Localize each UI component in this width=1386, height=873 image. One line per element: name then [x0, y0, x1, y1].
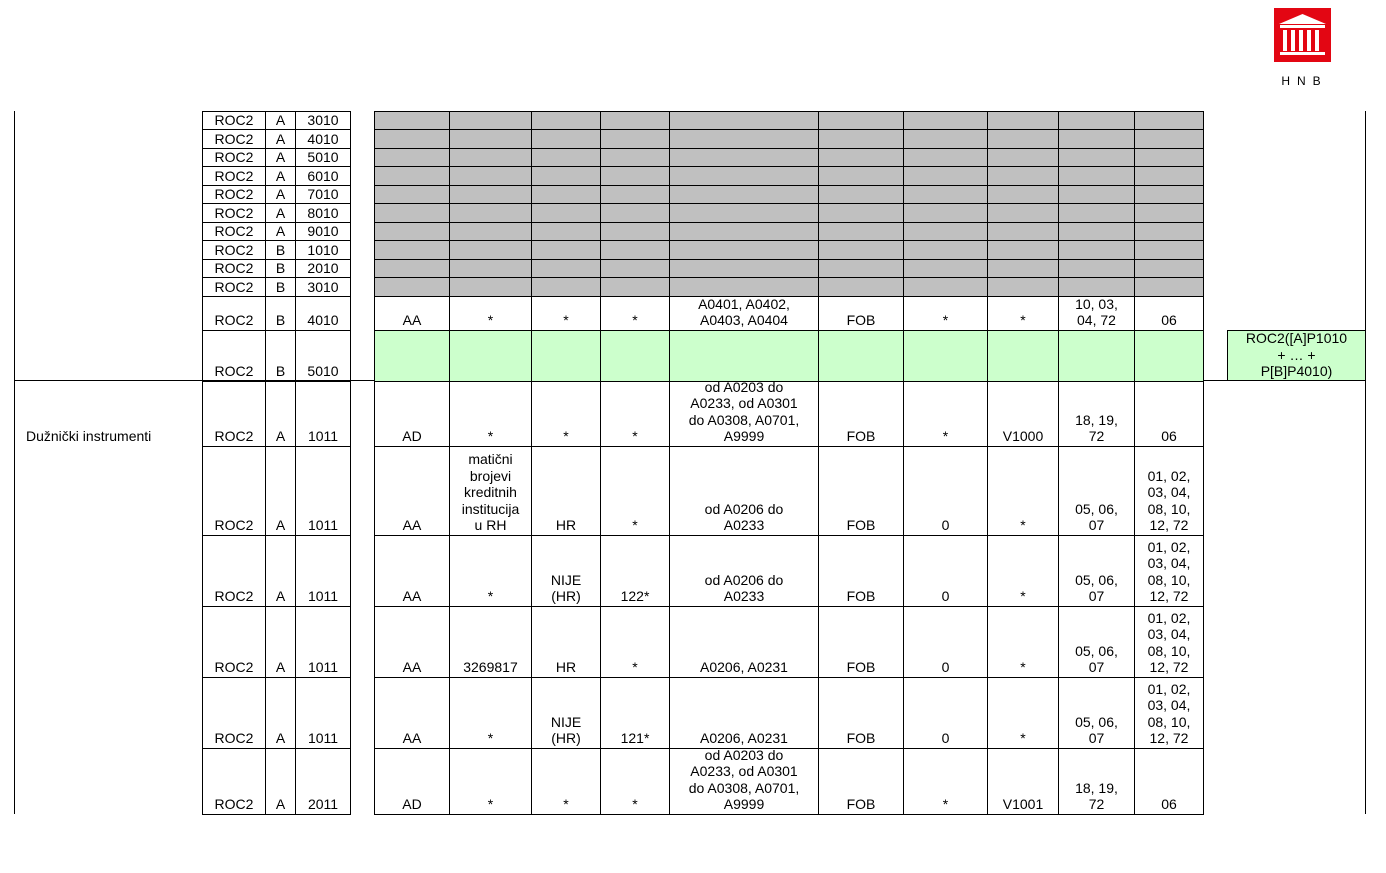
cell-col-12: 01, 02, 03, 04, 08, 10, 12, 72: [1134, 446, 1204, 536]
cell-col-11: 05, 06, 07: [1058, 677, 1135, 749]
cell-shaded: [818, 259, 904, 278]
cell-valuation: FOB: [818, 748, 904, 815]
cell-code: 1010: [295, 240, 351, 260]
cell-col-10: *: [987, 535, 1059, 607]
cell-shaded: [531, 148, 601, 167]
cell-part: A: [265, 129, 296, 149]
cell-highlighted: [987, 330, 1059, 382]
cell-shaded: [1058, 166, 1135, 186]
cell-shaded: [600, 277, 670, 297]
cell-shaded: [903, 166, 988, 186]
cell-col-11: 10, 03, 04, 72: [1058, 296, 1135, 331]
cell-report: ROC2: [202, 203, 266, 223]
cell-country: NIJE (HR): [531, 535, 601, 607]
cell-shaded: [374, 129, 450, 149]
cell-shaded: [903, 129, 988, 149]
cell-country: NIJE (HR): [531, 677, 601, 749]
cell-highlighted: [1058, 330, 1135, 382]
cell-col-10: *: [987, 296, 1059, 331]
cell-counterpart: *: [449, 677, 532, 749]
cell-shaded: [818, 111, 904, 130]
cell-shaded: [531, 203, 601, 223]
cell-shaded: [903, 277, 988, 297]
cell-type: AA: [374, 296, 450, 331]
cell-shaded: [669, 277, 819, 297]
cell-part: A: [265, 111, 296, 130]
cell-shaded: [374, 277, 450, 297]
cell-counterpart: 3269817: [449, 606, 532, 678]
cell-col-9: 0: [903, 446, 988, 536]
cell-report: ROC2: [202, 446, 266, 536]
cell-shaded: [600, 222, 670, 241]
cell-report: ROC2: [202, 259, 266, 278]
cell-col-11: 18, 19, 72: [1058, 381, 1135, 447]
cell-sector: *: [600, 446, 670, 536]
cell-shaded: [1134, 148, 1204, 167]
cell-valuation: FOB: [818, 677, 904, 749]
cell-type: AA: [374, 606, 450, 678]
cell-shaded: [1058, 111, 1135, 130]
cell-part: A: [265, 148, 296, 167]
cell-counterpart: *: [449, 381, 532, 447]
cell-col-9: 0: [903, 606, 988, 678]
cell-sector: *: [600, 296, 670, 331]
cell-shaded: [1058, 222, 1135, 241]
cell-shaded: [669, 185, 819, 204]
cell-shaded: [987, 259, 1059, 278]
cell-part: A: [265, 381, 296, 447]
cell-part: B: [265, 240, 296, 260]
cell-col-11: 05, 06, 07: [1058, 535, 1135, 607]
cell-highlighted: [818, 330, 904, 382]
cell-code: 4010: [295, 296, 351, 331]
cell-col-12: 06: [1134, 748, 1204, 815]
cell-country: *: [531, 296, 601, 331]
cell-type: AA: [374, 446, 450, 536]
cell-shaded: [1134, 203, 1204, 223]
cell-shaded: [449, 185, 532, 204]
cell-shaded: [1134, 111, 1204, 130]
formula-cell: ROC2([A]P1010 + … + P[B]P4010): [1227, 330, 1366, 381]
section-label: Dužnički instrumenti: [26, 428, 152, 445]
cell-col-9: 0: [903, 677, 988, 749]
cell-part: B: [265, 259, 296, 278]
cell-shaded: [1134, 129, 1204, 149]
cell-col-12: 01, 02, 03, 04, 08, 10, 12, 72: [1134, 606, 1204, 678]
cell-col-9: *: [903, 296, 988, 331]
cell-shaded: [669, 111, 819, 130]
cell-part: A: [265, 222, 296, 241]
cell-report: ROC2: [202, 535, 266, 607]
cell-code: 1011: [295, 535, 351, 607]
cell-shaded: [669, 240, 819, 260]
cell-col-12: 01, 02, 03, 04, 08, 10, 12, 72: [1134, 677, 1204, 749]
cell-highlighted: [374, 330, 450, 382]
cell-report: ROC2: [202, 148, 266, 167]
cell-shaded: [374, 166, 450, 186]
cell-shaded: [449, 111, 532, 130]
cell-country: *: [531, 381, 601, 447]
cell-shaded: [987, 185, 1059, 204]
cell-shaded: [987, 222, 1059, 241]
cell-shaded: [1058, 185, 1135, 204]
cell-shaded: [903, 259, 988, 278]
cell-code: 3010: [295, 111, 351, 130]
cell-shaded: [374, 148, 450, 167]
cell-shaded: [374, 222, 450, 241]
cell-shaded: [374, 111, 450, 130]
cell-highlighted: [669, 330, 819, 382]
cell-shaded: [600, 185, 670, 204]
cell-col-11: 05, 06, 07: [1058, 446, 1135, 536]
cell-type: AA: [374, 535, 450, 607]
cell-shaded: [818, 240, 904, 260]
cell-code: 1011: [295, 606, 351, 678]
cell-sector: *: [600, 606, 670, 678]
cell-shaded: [449, 203, 532, 223]
cell-shaded: [1134, 240, 1204, 260]
cell-code: 8010: [295, 203, 351, 223]
cell-report: ROC2: [202, 330, 266, 382]
cell-part: B: [265, 277, 296, 297]
cell-shaded: [818, 222, 904, 241]
cell-sector: 121*: [600, 677, 670, 749]
cell-report: ROC2: [202, 748, 266, 815]
cell-col-10: *: [987, 606, 1059, 678]
cell-col-10: V1001: [987, 748, 1059, 815]
cell-col-11: 18, 19, 72: [1058, 748, 1135, 815]
cell-code: 2011: [295, 748, 351, 815]
cell-valuation: FOB: [818, 535, 904, 607]
cell-code: 5010: [295, 330, 351, 382]
cell-shaded: [987, 129, 1059, 149]
cell-type: AD: [374, 748, 450, 815]
cell-country: HR: [531, 446, 601, 536]
cell-code: 9010: [295, 222, 351, 241]
cell-shaded: [374, 185, 450, 204]
cell-highlighted: [903, 330, 988, 382]
cell-shaded: [449, 240, 532, 260]
cell-part: A: [265, 677, 296, 749]
cell-part: A: [265, 748, 296, 815]
cell-shaded: [903, 203, 988, 223]
cell-shaded: [818, 129, 904, 149]
cell-shaded: [1058, 148, 1135, 167]
cell-country: *: [531, 748, 601, 815]
cell-shaded: [987, 148, 1059, 167]
cell-country: HR: [531, 606, 601, 678]
hnb-emblem: [1274, 8, 1331, 62]
cell-shaded: [987, 240, 1059, 260]
cell-shaded: [600, 129, 670, 149]
cell-code: 6010: [295, 166, 351, 186]
cell-shaded: [1134, 222, 1204, 241]
cell-instrument: A0206, A0231: [669, 677, 819, 749]
cell-code: 4010: [295, 129, 351, 149]
cell-part: A: [265, 535, 296, 607]
cell-valuation: FOB: [818, 381, 904, 447]
cell-highlighted: [531, 330, 601, 382]
cell-code: 5010: [295, 148, 351, 167]
cell-report: ROC2: [202, 129, 266, 149]
hnb-logo: [1273, 8, 1331, 88]
cell-shaded: [1058, 129, 1135, 149]
cell-shaded: [903, 222, 988, 241]
right-border: [1365, 111, 1366, 814]
cell-col-9: *: [903, 381, 988, 447]
cell-instrument: od A0206 do A0233: [669, 446, 819, 536]
cell-shaded: [600, 111, 670, 130]
cell-shaded: [1058, 277, 1135, 297]
cell-shaded: [600, 259, 670, 278]
cell-shaded: [987, 277, 1059, 297]
cell-shaded: [531, 111, 601, 130]
cell-report: ROC2: [202, 222, 266, 241]
cell-instrument: A0401, A0402, A0403, A0404: [669, 296, 819, 331]
cell-code: 1011: [295, 446, 351, 536]
cell-shaded: [531, 277, 601, 297]
cell-shaded: [600, 148, 670, 167]
cell-shaded: [1134, 259, 1204, 278]
cell-shaded: [987, 203, 1059, 223]
cell-part: A: [265, 606, 296, 678]
cell-shaded: [600, 240, 670, 260]
cell-part: B: [265, 330, 296, 382]
cell-shaded: [1058, 203, 1135, 223]
left-border: [14, 111, 15, 814]
cell-report: ROC2: [202, 606, 266, 678]
cell-valuation: FOB: [818, 606, 904, 678]
cell-shaded: [818, 277, 904, 297]
cell-col-12: 06: [1134, 381, 1204, 447]
cell-shaded: [1134, 277, 1204, 297]
cell-col-10: *: [987, 446, 1059, 536]
cell-shaded: [903, 111, 988, 130]
cell-shaded: [531, 222, 601, 241]
cell-instrument: od A0203 do A0233, od A0301 do A0308, A0701, A9999: [669, 748, 819, 815]
cell-shaded: [669, 148, 819, 167]
cell-shaded: [600, 166, 670, 186]
cell-code: 1011: [295, 677, 351, 749]
cell-shaded: [1058, 259, 1135, 278]
cell-shaded: [449, 277, 532, 297]
cell-valuation: FOB: [818, 296, 904, 331]
cell-counterpart: *: [449, 748, 532, 815]
cell-counterpart: matični brojevi kreditnih institucija u RH: [449, 446, 532, 536]
cell-type: AA: [374, 677, 450, 749]
cell-shaded: [818, 203, 904, 223]
cell-shaded: [449, 259, 532, 278]
cell-shaded: [449, 166, 532, 186]
cell-col-10: V1000: [987, 381, 1059, 447]
cell-col-12: 01, 02, 03, 04, 08, 10, 12, 72: [1134, 535, 1204, 607]
cell-col-9: 0: [903, 535, 988, 607]
cell-shaded: [449, 222, 532, 241]
cell-shaded: [531, 185, 601, 204]
cell-instrument: od A0203 do A0233, od A0301 do A0308, A0701, A9999: [669, 381, 819, 447]
cell-type: AD: [374, 381, 450, 447]
cell-code: 3010: [295, 277, 351, 297]
cell-shaded: [903, 240, 988, 260]
cell-report: ROC2: [202, 296, 266, 331]
cell-sector: 122*: [600, 535, 670, 607]
cell-shaded: [531, 166, 601, 186]
cell-shaded: [987, 166, 1059, 186]
logo-text: HNB: [1281, 74, 1328, 88]
cell-report: ROC2: [202, 185, 266, 204]
cell-shaded: [449, 148, 532, 167]
cell-shaded: [903, 148, 988, 167]
cell-counterpart: *: [449, 296, 532, 331]
cell-shaded: [374, 240, 450, 260]
cell-shaded: [669, 166, 819, 186]
cell-instrument: A0206, A0231: [669, 606, 819, 678]
cell-part: A: [265, 166, 296, 186]
cell-shaded: [818, 148, 904, 167]
cell-shaded: [531, 259, 601, 278]
cell-highlighted: [1134, 330, 1204, 382]
cell-sector: *: [600, 748, 670, 815]
cell-shaded: [374, 259, 450, 278]
cell-shaded: [531, 240, 601, 260]
cell-col-12: 06: [1134, 296, 1204, 331]
cell-shaded: [987, 111, 1059, 130]
cell-shaded: [669, 203, 819, 223]
cell-col-9: *: [903, 748, 988, 815]
cell-shaded: [669, 259, 819, 278]
cell-shaded: [531, 129, 601, 149]
cell-sector: *: [600, 381, 670, 447]
cell-code: 2010: [295, 259, 351, 278]
cell-shaded: [818, 185, 904, 204]
cell-code: 7010: [295, 185, 351, 204]
cell-shaded: [449, 129, 532, 149]
cell-part: A: [265, 446, 296, 536]
cell-shaded: [1058, 240, 1135, 260]
cell-col-11: 05, 06, 07: [1058, 606, 1135, 678]
cell-counterpart: *: [449, 535, 532, 607]
cell-report: ROC2: [202, 111, 266, 130]
cell-shaded: [669, 222, 819, 241]
cell-shaded: [818, 166, 904, 186]
cell-highlighted: [449, 330, 532, 382]
cell-report: ROC2: [202, 677, 266, 749]
cell-report: ROC2: [202, 166, 266, 186]
cell-report: ROC2: [202, 277, 266, 297]
cell-shaded: [1134, 185, 1204, 204]
cell-part: A: [265, 203, 296, 223]
cell-instrument: od A0206 do A0233: [669, 535, 819, 607]
cell-report: ROC2: [202, 240, 266, 260]
cell-code: 1011: [295, 381, 351, 447]
cell-shaded: [1134, 166, 1204, 186]
cell-report: ROC2: [202, 381, 266, 447]
cell-shaded: [669, 129, 819, 149]
cell-part: B: [265, 296, 296, 331]
cell-valuation: FOB: [818, 446, 904, 536]
cell-shaded: [374, 203, 450, 223]
cell-shaded: [903, 185, 988, 204]
cell-part: A: [265, 185, 296, 204]
cell-col-10: *: [987, 677, 1059, 749]
cell-shaded: [600, 203, 670, 223]
cell-highlighted: [600, 330, 670, 382]
